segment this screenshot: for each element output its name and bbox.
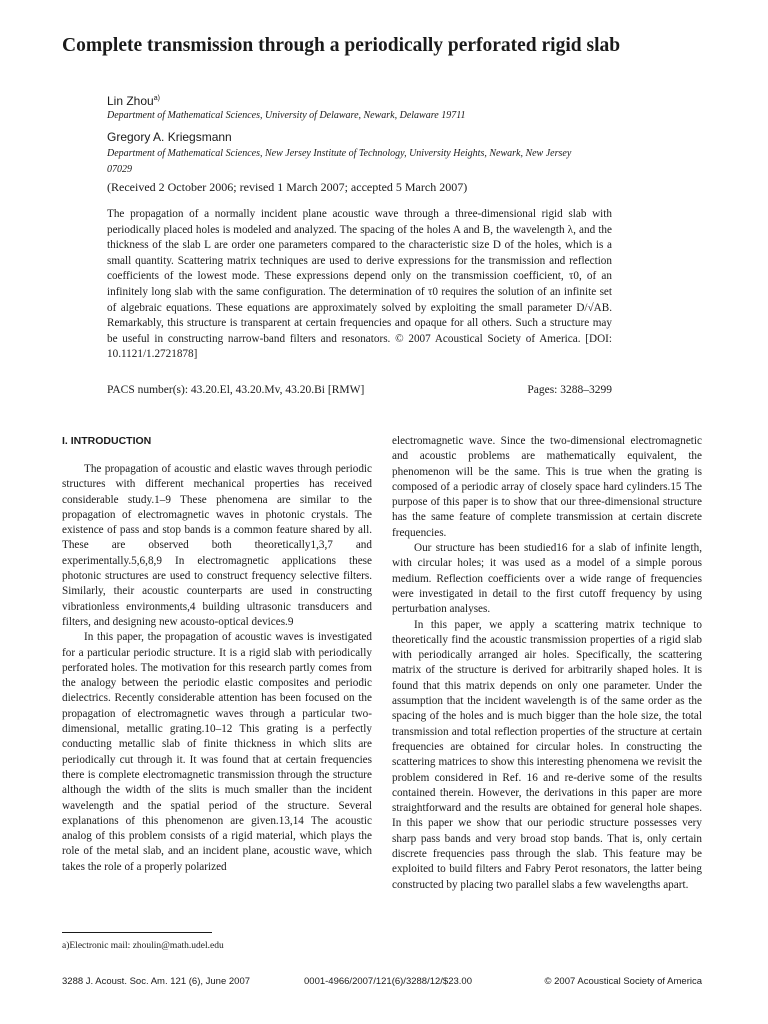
paragraph: In this paper, we apply a scattering matrix technique to theoretically find the acoustic transmission properties of a rigid slab with periodically arranged air holes. Specifically, the scattering matrix of the structure is derived for arbitrarily shaped holes. It is found that this matrix depends on only one parameter. Under the assumption that the incident wavelength is of the same order as the spacing of the holes and is much bigger than the hole size, the total transmission and total reflection properties of the structure at certain frequencies are obtained for circular holes. In constructing the scattering matrices to show this interesting phenomena we revisit the problem considered in Ref. 16 and re-derive some of the results contained therein. However, the derivations in this paper are more straightforward and the results are obtained for general hole shapes. In this paper we show that our periodic structure possesses very sharp pass bands and very broad stop bands. That is, only certain discrete frequencies pass through the slab. This feature may be exploited to build filters and Fabry Perot resonators, the latter being constructed by placing two parallel slabs a few wavelengths apart. (392, 618, 702, 891)
paragraph: In this paper, the propagation of acoustic waves is investigated for a particular periodic structure. It is a rigid slab with periodically perforated holes. The motivation for this research partly comes from the analogy between the periodic elastic composites and periodic dielectrics. Recently considerable attention has been focused on the propagation of electromagnetic waves through a particular two-dimensional, metallic grating.10–12 This grating is a perfectly conducting metallic slab of finite thickness in which slits are periodically cut through it. It was found that at certain frequencies there is complete electromagnetic transmission through the structure although the width of the slits is much smaller than the incident wavelength and the spatial period of the structure. Several explanations of this phenomenon are given.13,14 The acoustic analog of this problem consists of a rigid material, which plays the role of the metal slab, and an incident plane, acoustic wave, which takes the role of a properly polarized (62, 631, 372, 873)
paper-title: Complete transmission through a periodically perforated rigid slab (62, 35, 621, 56)
footnote-divider (62, 932, 212, 933)
left-column (62, 434, 372, 875)
author-name-text: Lin Zhou (107, 94, 154, 108)
section-heading: I. INTRODUCTION (62, 435, 152, 447)
page-footer (62, 974, 702, 990)
pacs-numbers: PACS number(s): 43.20.El, 43.20.Mv, 43.20.Bi [RMW] (107, 384, 365, 396)
footnote-email: a)Electronic mail: zhoulin@math.udel.edu (62, 941, 224, 951)
abstract: The propagation of a normally incident plane acoustic wave through a three-dimensional rigid slab with periodically placed holes is modeled and analyzed. The spacing of the holes A and B, the wavelength λ, and the thickness of the slab L are order one parameters compared to the characteristic size D of the holes, which is a small quantity. Scattering matrix techniques are used to derive expressions for the transmission and reflection coefficients of the lowest mode. These expressions depend only on the transmission coefficient, τ0, of an infinitely long slab with the same configuration. The determination of τ0 requires the solution of an infinite set of algebraic equations. These equations are approximately solved by exploiting the small parameter D/√AB. Remarkably, this structure is transparent at certain frequencies and opaque for all others. Such a structure may be useful in constructing narrow-band filters and resonators. © 2007 Acoustical Society of America. [DOI: 10.1121/1.2721878] (107, 208, 612, 361)
paragraph: The propagation of acoustic and elastic waves through periodic structures with different mechanical properties has received considerable study.1–9 These phenomena are similar to the propagation of electromagnetic waves in photonic crystals. The existence of pass and stop bands is a common feature shared by all. These are observed both theoretically1,3,7 and experimentally.5,6,8,9 In electromagnetic applications these photonic structures are used to construct frequency selective filters. Similarly, their acoustic counterparts are used in constructing vibrationless environments,4 building ultrasonic transducers and filters, and designing new acousto-optical devices.9 (62, 463, 372, 628)
paragraph: electromagnetic wave. Since the two-dimensional electromagnetic and acoustic problems are mathematically equivalent, the phenomenon will be the same. This is true when the grating is composed of a periodic array of closely space hard cylinders.15 The purpose of this paper is to show that our three-dimensional structure has the same feature of complete transmission at certain discrete frequencies. (392, 435, 702, 539)
author-footnote-marker: a) (153, 95, 160, 102)
received-dates: (Received 2 October 2006; revised 1 March 2007; accepted 5 March 2007) (107, 180, 468, 194)
author-name-text: Gregory A. Kriegsmann (107, 130, 232, 144)
footer-copyright: © 2007 Acoustical Society of America (544, 976, 702, 987)
author-name (107, 91, 160, 109)
footer-journal-citation: 3288 J. Acoust. Soc. Am. 121 (6), June 2007 (62, 976, 251, 987)
author-name (107, 130, 232, 145)
right-column (392, 434, 702, 893)
paragraph: Our structure has been studied16 for a slab of infinite length, with circular holes; it was used as a model of a simple porous medium. Reflection coefficients over a wide range of frequencies were investigated in detail to the first cutoff frequency by using perturbation analyses. (392, 542, 702, 616)
footer-issn: 0001-4966/2007/121(6)/3288/12/$23.00 (304, 976, 472, 987)
author-affiliation: Department of Mathematical Sciences, University of Delaware, Newark, Delaware 19711 (107, 110, 466, 121)
author-affiliation: Department of Mathematical Sciences, New Jersey Institute of Technology, University Heights, Newark, New Jersey 07029 (107, 148, 572, 175)
page-range: Pages: 3288–3299 (527, 384, 612, 396)
